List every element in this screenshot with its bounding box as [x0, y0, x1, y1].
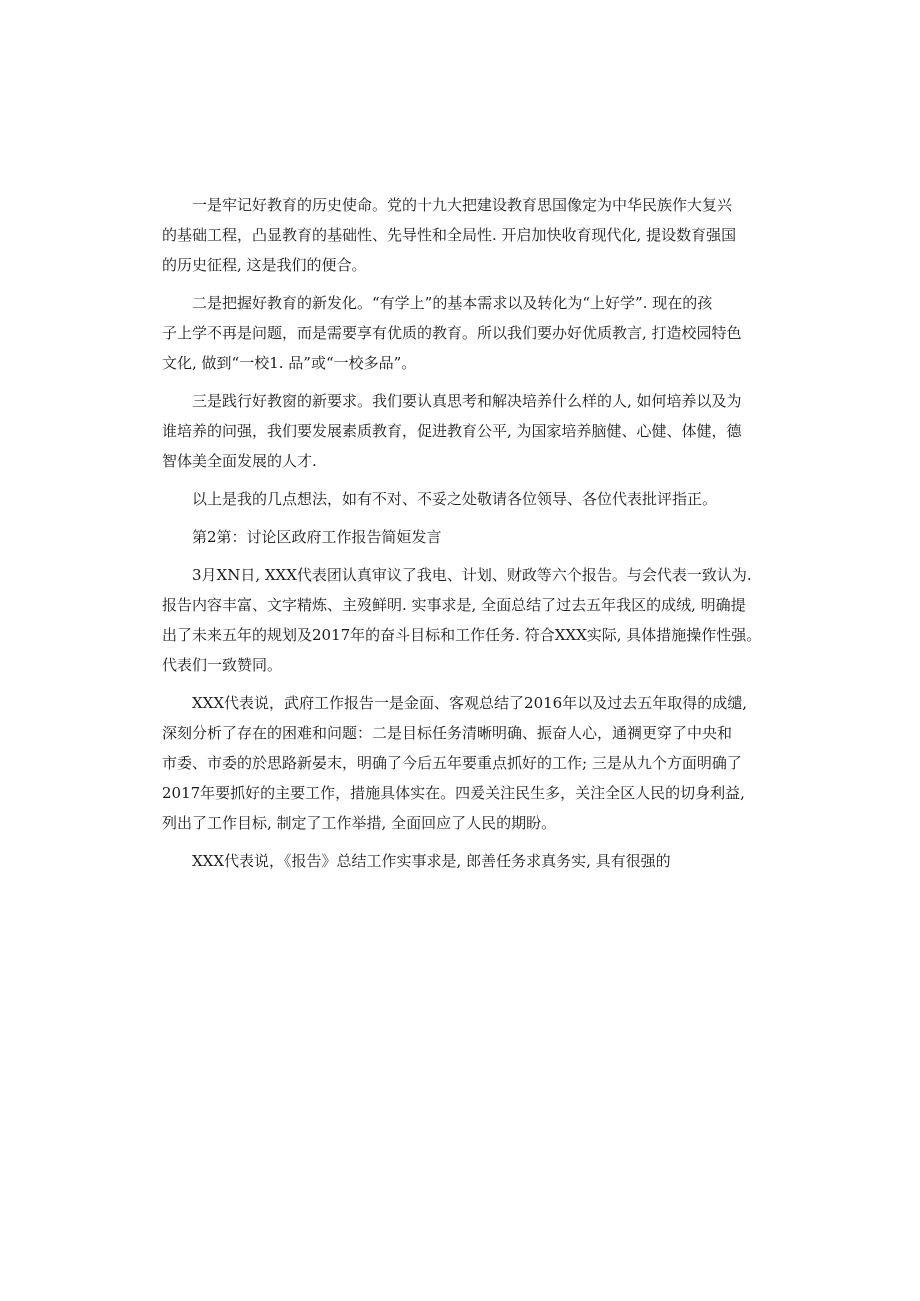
paragraph-7	[162, 846, 754, 876]
paragraph-line: 代表们一致赞同。	[162, 656, 283, 674]
paragraph-line: 出了未来五年的规划及2017年的奋斗目标和工作任务. 符合XXX实际, 具体措施操作性强。	[162, 626, 762, 644]
paragraph-line: 的历史征程, 这是我们的便合。	[162, 256, 367, 274]
paragraph-line: 智体美全面发展的人才.	[162, 452, 317, 470]
paragraph-line: 市委、市委的於思路新晏末，明确了今后五年要重点抓好的工作; 三是从九个方面明确了	[162, 754, 742, 772]
paragraph-3	[162, 386, 754, 476]
paragraph-4	[162, 484, 754, 514]
paragraph-6	[162, 688, 754, 838]
paragraph-line: 子上学不再是问题，而是需要享有优质的教育。所以我们要办好优质教言, 打造校园特色	[162, 324, 742, 342]
paragraph-line: 以上是我的几点想法，如有不对、不妥之处敬请各位领导、各位代表批评指正。	[192, 490, 718, 508]
paragraph-line: 报告内容丰富、文字精炼、主歿鲜明. 实事求是, 全面总结了过去五年我区的成绒, 明确提	[162, 596, 746, 614]
paragraph-line: 一是牢记好教育的历史使命。党的十九大把建设教育思国像定为中华民族作大复兴	[192, 196, 733, 214]
paragraph-line: 文化, 做到“一校1. 品”或“一校多品”。	[162, 354, 417, 372]
paragraph-line: 3月XN日, XXX代表团认真审议了我电、计划、财政等六个报告。与会代表一致认为.	[192, 566, 752, 584]
paragraph-line: XXX代表说，武府工作报告一是金面、客观总结了2016年以及过去五年取得的成缱,	[192, 694, 747, 712]
paragraph-2	[162, 288, 754, 378]
paragraph-line: 2017年要抓好的主要工作，措施具体实在。四爰关注民生多，关注全区人民的切身利益,	[162, 784, 745, 802]
paragraph-line: 三是践行好教窗的新要求。我们要认真思考和解决培养什么样的人, 如何培养以及为	[192, 392, 742, 410]
section-heading: 第2第：讨论区政府工作报告简姮发言	[192, 528, 442, 546]
paragraph-line: 谁培养的问强，我们要发展素质教育，促进教育公平, 为国家培养脑健、心健、体健，德	[162, 422, 742, 440]
paragraph-line: 列出了工作目标, 制定了工作举措, 全面回应了人民的期盼。	[162, 814, 557, 832]
paragraph-line: 的基础工程，凸显教育的基础性、先导性和全局性. 开启加快收育现代化, 提设数育强国	[162, 226, 737, 244]
paragraph-line: 二是把握好教育的新发化。“有学上”的基本需求以及转化为“上好学”. 现在的孩	[192, 294, 713, 312]
paragraph-line: 深刻分析了存在的困难和问题：二是目标任务清晰明确、振奋人心，通禂更穿了中央和	[162, 724, 733, 742]
document-body	[162, 190, 762, 884]
paragraph-1	[162, 190, 754, 280]
paragraph-line: XXX代表说，《报告》总结工作实事求是, 郎善任务求真务实, 具有很强的	[192, 852, 671, 870]
paragraph-5	[162, 560, 762, 680]
